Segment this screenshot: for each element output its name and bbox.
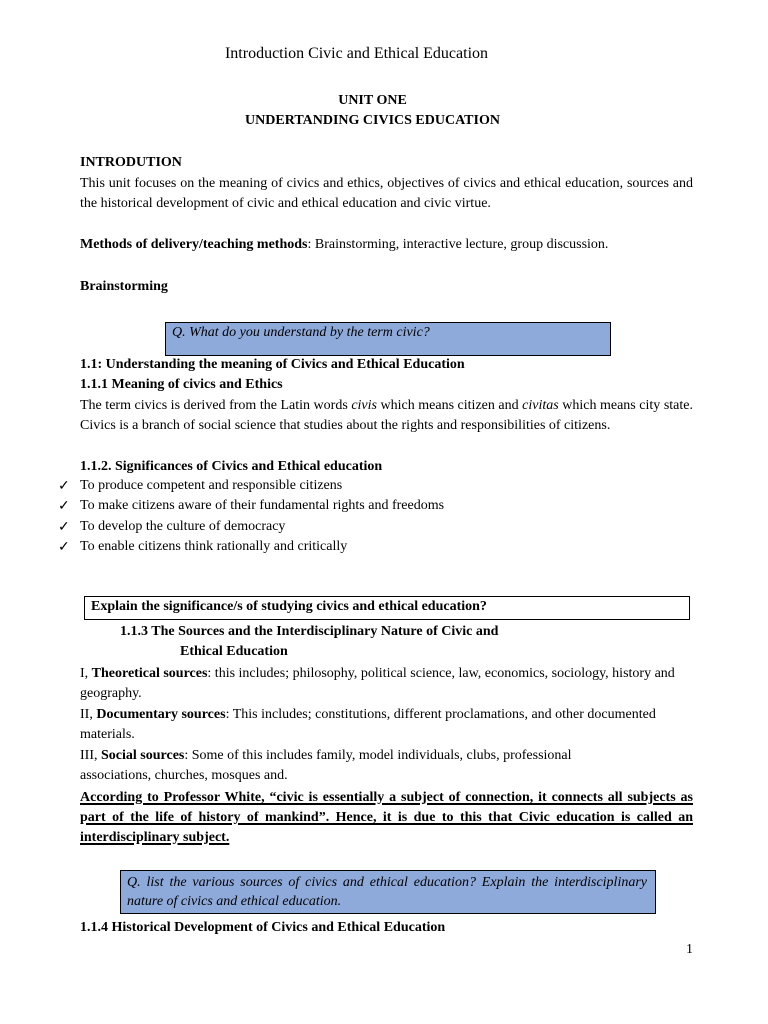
significance-text: To make citizens aware of their fundamental rights and freedoms: [80, 498, 445, 513]
civitas-term: civitas: [522, 398, 559, 413]
question-box-3: [120, 870, 656, 914]
source-numeral: I,: [80, 666, 92, 681]
significance-item: [58, 478, 678, 498]
methods-label: Methods of delivery/teaching methods: [80, 237, 308, 252]
question-box-2: [84, 596, 690, 620]
civis-term: civis: [351, 398, 377, 413]
section-1-1-3-heading-line1: 1.1.3 The Sources and the Interdisciplinary Nature of Civic and: [120, 624, 499, 639]
source-numeral: III,: [80, 748, 101, 763]
brainstorming-heading: Brainstorming: [80, 279, 168, 294]
question-1-text: Q. What do you understand by the term civic?: [172, 325, 430, 340]
source-label: Documentary sources: [96, 707, 226, 722]
section-1-1-1-heading: 1.1.1 Meaning of civics and Ethics: [80, 377, 283, 392]
civics-meaning-paragraph: [80, 396, 693, 436]
significance-text: To develop the culture of democracy: [80, 519, 286, 534]
section-1-1-heading: 1.1: Understanding the meaning of Civics and Ethical Education: [80, 357, 465, 372]
professor-white-quote: According to Professor White, “civic is essentially a subject of connection, it connects all subjects as part of the life of history of mankind”. Hence, it is due to this that Civic education is called an interdisciplinary subject.: [80, 790, 693, 845]
section-1-1-3-heading-line2: Ethical Education: [180, 644, 288, 659]
documentary-sources: [80, 705, 680, 745]
source-text: : this includes; philosophy, political science, law, economics, sociology, history and geography.: [80, 666, 675, 701]
civics-text-b: which means citizen and: [376, 398, 523, 413]
page-number: 1: [686, 942, 693, 957]
question-3-text: Q. list the various sources of civics and ethical education? Explain the interdisciplinary nature of civics and ethical education.: [127, 875, 647, 909]
unit-title: UNDERTANDING CIVICS EDUCATION: [245, 113, 500, 128]
source-label: Theoretical sources: [91, 666, 208, 681]
section-1-1-2-heading: 1.1.2. Significances of Civics and Ethical education: [80, 459, 383, 474]
source-text: : Some of this includes family, model individuals, clubs, professional associations, churches, mosques and.: [80, 748, 572, 783]
significance-text: To produce competent and responsible citizens: [80, 478, 343, 493]
social-sources: [80, 746, 640, 786]
intro-paragraph: This unit focuses on the meaning of civics and ethics, objectives of civics and ethical education, sources and the historical development of civic and ethical education and civic virtue.: [80, 176, 693, 211]
source-label: Social sources: [101, 748, 185, 763]
significance-item: [58, 498, 678, 518]
check-icon: ✓: [58, 499, 70, 514]
page-header: Introduction Civic and Ethical Education: [224, 45, 489, 62]
significance-text: To enable citizens think rationally and critically: [80, 539, 348, 554]
section-1-1-4-heading: 1.1.4 Historical Development of Civics and Ethical Education: [80, 920, 446, 935]
check-icon: ✓: [58, 540, 70, 555]
theoretical-sources: [80, 664, 680, 704]
civics-text-a: The term civics is derived from the Latin words: [80, 398, 352, 413]
unit-label: UNIT ONE: [338, 93, 407, 108]
question-box-1: [165, 322, 611, 356]
source-text: : This includes; constitutions, different proclamations, and other documented materials.: [80, 707, 656, 742]
intro-heading: INTRODUTION: [80, 155, 182, 170]
significance-item: [58, 519, 678, 539]
methods-text: : Brainstorming, interactive lecture, group discussion.: [307, 237, 609, 252]
question-2-text: Explain the significance/s of studying civics and ethical education?: [91, 599, 487, 614]
source-numeral: II,: [80, 707, 97, 722]
civics-text-c: which means city state. Civics is a branch of social science that studies about the rights and responsibilities of citizens.: [80, 398, 693, 433]
check-icon: ✓: [58, 479, 70, 494]
methods-line: [80, 235, 693, 255]
check-icon: ✓: [58, 520, 70, 535]
significance-item: [58, 539, 678, 559]
